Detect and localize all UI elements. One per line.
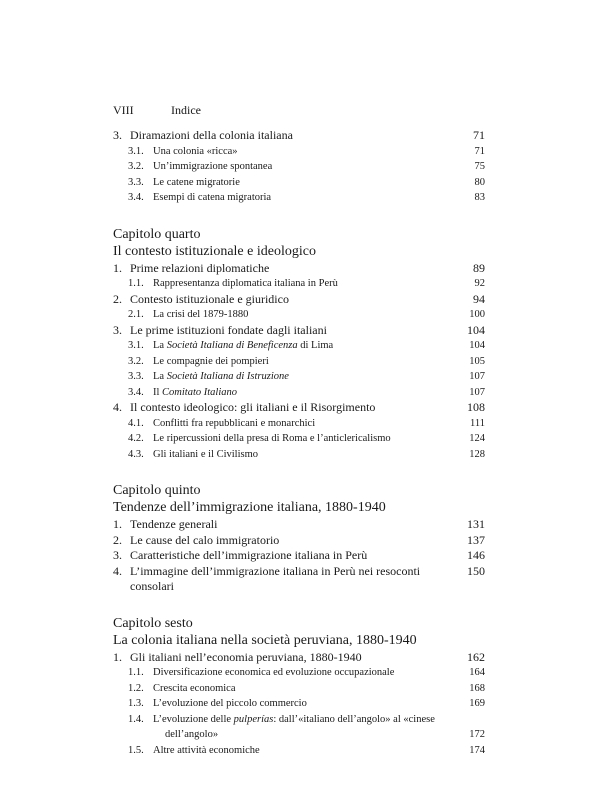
entry-number: 3. (113, 322, 122, 337)
entry-title: Crescita economica (153, 682, 236, 694)
entry-title: Tendenze generali (130, 517, 218, 531)
entry-number: 3. (113, 548, 122, 562)
entry-number: 3.2. (128, 161, 144, 172)
toc-entry (113, 533, 485, 549)
entry-title-italic: Comitato Italiano (162, 386, 238, 398)
entry-page-number: 111 (470, 417, 485, 429)
toc-entry (113, 128, 485, 144)
entry-number: 3.4. (128, 192, 144, 203)
entry-number: 3.3. (128, 176, 144, 188)
entry-page-number: 75 (474, 161, 485, 172)
entry-number: 2.1. (128, 309, 144, 320)
entry-page-number: 172 (469, 729, 485, 740)
table-of-contents (113, 128, 485, 758)
entry-number: 1. (113, 517, 122, 531)
toc-entry (113, 369, 485, 385)
entry-number: 4. (113, 400, 122, 414)
toc-entry (113, 323, 485, 339)
entry-page-number: 131 (467, 517, 485, 531)
entry-title: Contesto istituzionale e giuridico (130, 291, 289, 306)
entry-title: Diramazioni della colonia italiana (130, 128, 293, 142)
entry-number: 2. (113, 532, 122, 547)
entry-title (153, 369, 485, 385)
entry-number: 4. (113, 563, 122, 578)
entry-page-number: 164 (469, 667, 485, 678)
entry-page-number: 168 (469, 682, 485, 694)
entry-page-number: 100 (469, 309, 485, 320)
running-header (113, 103, 201, 118)
toc-entry (113, 681, 485, 697)
toc-entry (113, 385, 485, 401)
toc-entry (113, 650, 485, 666)
entry-page-number: 162 (467, 649, 485, 664)
entry-page-number: 146 (467, 548, 485, 562)
toc-section (113, 482, 485, 595)
entry-number: 2. (113, 291, 122, 306)
entry-title: Le cause del calo immigratorio (130, 532, 280, 547)
chapter-label: Capitolo sesto (113, 615, 193, 631)
entry-number: 3.1. (128, 145, 144, 157)
entry-title: Rappresentanza diplomatica italiana in Perù (153, 278, 338, 289)
chapter-title: La colonia italiana nella società peruviana, 1880-1940 (113, 632, 417, 648)
entry-page-number: 80 (474, 176, 485, 188)
entry-title: Le catene migratorie (153, 176, 240, 188)
entry-page-number: 124 (469, 433, 485, 444)
entry-number: 4.3. (128, 448, 144, 460)
entry-number: 4.1. (128, 417, 144, 429)
entry-title: Le prime istituzioni fondate dagli italiani (130, 322, 327, 337)
toc-entry (113, 292, 485, 308)
entry-title-continued: dell’angolo» (165, 729, 219, 740)
entry-title (153, 338, 485, 354)
entry-page-number: 71 (474, 145, 485, 157)
entry-title (153, 385, 485, 401)
toc-entry (113, 564, 485, 595)
entry-title-post: : dall’«italiano dell’angolo» al «cinese (273, 713, 435, 725)
toc-entry (113, 447, 485, 463)
entry-page-number: 92 (474, 278, 485, 289)
entry-title: L’evoluzione del piccolo commercio (153, 698, 307, 709)
entry-number: 3.1. (128, 340, 144, 351)
chapter-label: Capitolo quarto (113, 226, 201, 242)
entry-title: Le compagnie dei pompieri (153, 355, 269, 367)
entry-number: 1.3. (128, 698, 144, 709)
entry-number: 1. (113, 649, 122, 664)
entry-number: 3.4. (128, 386, 144, 398)
toc-entry (113, 416, 485, 432)
toc-entry (113, 712, 485, 743)
entry-title (153, 712, 485, 743)
toc-entry (113, 354, 485, 370)
entry-page-number: 94 (473, 291, 485, 306)
entry-title: L’immagine dell’immigrazione italiana in Perù nei resoconti consolari (130, 563, 421, 593)
toc-entry (113, 190, 485, 206)
entry-page-number: 169 (469, 698, 485, 709)
entry-title-pre: La (153, 340, 167, 351)
entry-number: 1. (113, 260, 122, 275)
entry-title: Esempi di catena migratoria (153, 192, 272, 203)
toc-section (113, 128, 485, 206)
entry-page-number: 137 (467, 532, 485, 547)
toc-entry (113, 276, 485, 292)
entry-title: Una colonia «ricca» (153, 145, 238, 157)
toc-entry (113, 743, 485, 759)
entry-page-number: 104 (469, 340, 485, 351)
page-folio: VIII (113, 103, 134, 117)
entry-page-number: 107 (469, 371, 485, 382)
toc-entry (113, 696, 485, 712)
entry-title-italic: Società Italiana di Beneficenza (166, 340, 298, 351)
entry-number: 4.2. (128, 433, 144, 444)
entry-title: Le ripercussioni della presa di Roma e l’anticlericalismo (153, 433, 391, 444)
toc-entry (113, 175, 485, 191)
entry-title-pre: L’evoluzione delle (153, 713, 234, 725)
entry-title: Diversificazione economica ed evoluzione occupazionale (153, 667, 395, 678)
toc-entry (113, 261, 485, 277)
entry-title-italic: Società Italiana di Istruzione (166, 371, 289, 382)
entry-page-number: 108 (467, 400, 485, 414)
entry-title: Il contesto ideologico: gli italiani e il Risorgimento (130, 400, 376, 414)
toc-entry (113, 159, 485, 175)
entry-number: 1.1. (128, 667, 144, 678)
entry-page-number: 104 (467, 322, 485, 337)
entry-page-number: 128 (469, 448, 485, 460)
entry-page-number: 71 (473, 128, 485, 142)
toc-entry (113, 144, 485, 160)
entry-number: 3.2. (128, 355, 144, 367)
entry-title: Altre attività economiche (153, 744, 260, 756)
entry-number: 3. (113, 128, 122, 142)
toc-entry (113, 548, 485, 564)
entry-title: Gli italiani e il Civilismo (153, 448, 258, 460)
chapter-title: Il contesto istituzionale e ideologico (113, 243, 316, 259)
entry-page-number: 107 (469, 386, 485, 398)
entry-page-number: 150 (467, 563, 485, 578)
chapter-title: Tendenze dell’immigrazione italiana, 1880-1940 (113, 500, 386, 515)
entry-number: 1.2. (128, 682, 144, 694)
entry-page-number: 174 (469, 744, 485, 756)
toc-entry (113, 517, 485, 533)
toc-entry (113, 307, 485, 323)
toc-entry (113, 338, 485, 354)
entry-page-number: 89 (473, 260, 485, 275)
entry-page-number: 105 (469, 355, 485, 367)
entry-page-number: 83 (474, 192, 485, 203)
entry-title-pre: Il (153, 386, 163, 398)
entry-title: Gli italiani nell’economia peruviana, 1880-1940 (130, 649, 362, 664)
toc-entry (113, 665, 485, 681)
toc-entry (113, 400, 485, 416)
entry-title-pre: La (153, 371, 167, 382)
entry-number: 1.1. (128, 278, 144, 289)
toc-entry (113, 431, 485, 447)
entry-title: Caratteristiche dell’immigrazione italiana in Perù (130, 548, 368, 562)
entry-title-post: di Lima (297, 340, 334, 351)
header-title: Indice (171, 103, 201, 117)
entry-number: 1.4. (128, 713, 144, 725)
entry-title-italic: pulperías (233, 713, 274, 725)
toc-section (113, 615, 485, 759)
entry-number: 1.5. (128, 744, 144, 756)
entry-title: Un’immigrazione spontanea (153, 161, 273, 172)
entry-title: Conflitti fra repubblicani e monarchici (153, 417, 316, 429)
entry-title: Prime relazioni diplomatiche (130, 260, 270, 275)
entry-number: 3.3. (128, 371, 144, 382)
entry-title: La crisi del 1879-1880 (153, 309, 249, 320)
chapter-label: Capitolo quinto (113, 483, 201, 498)
toc-section (113, 226, 485, 463)
